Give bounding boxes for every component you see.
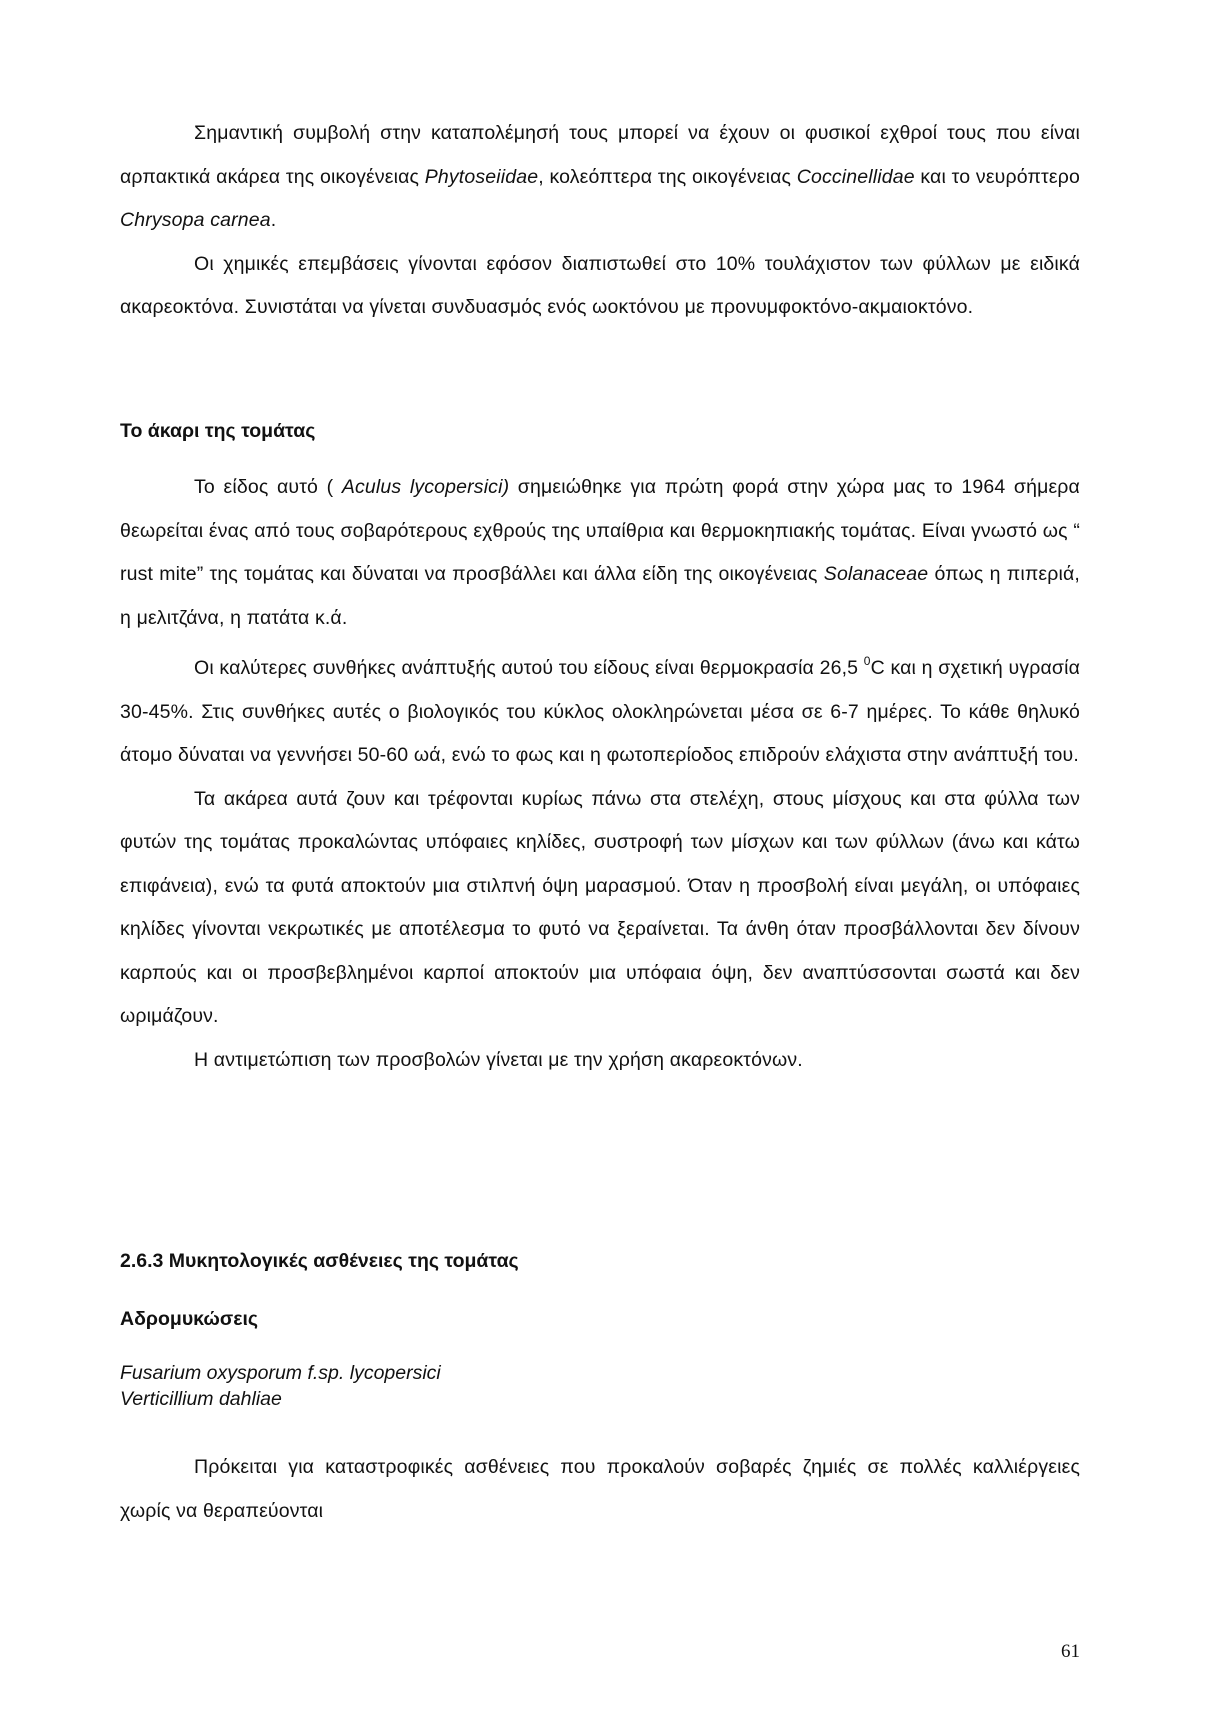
- paragraph-chemical-control: Οι χημικές επεμβάσεις γίνονται εφόσον διαπιστωθεί στο 10% τουλάχιστον των φύλλων με ειδικά ακαρεοκτόνα. Συνιστάται να γίνεται συνδυασμός ενός ωοκτόνου με προνυμφοκτόνο-ακμαιοκτόνο.: [120, 252, 1080, 318]
- italic-term: Coccinellidae: [796, 165, 915, 188]
- species-name: Verticillium dahliae: [120, 1388, 282, 1410]
- page-number: 61: [1061, 1641, 1080, 1662]
- intro-section: [120, 112, 1080, 330]
- fungal-section-body: [120, 1446, 1080, 1533]
- section-heading-tomato-mite: Το άκαρι της τομάτας: [120, 420, 316, 442]
- section-heading-fungal-diseases: 2.6.3 Μυκητολογικές ασθένειες της τομάτας: [120, 1250, 519, 1272]
- paragraph-natural-enemies: Σημαντική συμβολή στην καταπολέμησή τους μπορεί να έχουν οι φυσικοί εχθροί τους που είναι αρπακτικά ακάρεα της οικογένειας Phytoseiidae, κολεόπτερα της οικογένειας Coccinellidae και το νευρόπτερο Chrysopa carnea.: [120, 122, 1080, 231]
- tomato-mite-section: [120, 466, 1080, 1082]
- paragraph-fungal-description: Πρόκειται για καταστροφικές ασθένειες που προκαλούν σοβαρές ζημιές σε πολλές καλλιέργειες χωρίς να θεραπεύονται: [120, 1456, 1080, 1522]
- paragraph-conditions: Οι καλύτερες συνθήκες ανάπτυξής αυτού του είδους είναι θερμοκρασία 26,5 $^0$C και η σχετική υγρασία 30-45%. Στις συνθήκες αυτές ο βιολογικός του κύκλος ολοκληρώνεται μέσα σε 6-7 ημέρες. Το κάθε θηλυκό άτομο δύναται να γεννήσει 50-60 ωά, ενώ το φως και η φωτοπερίοδος επιδρούν ελάχιστα στην ανάπτυξή του.: [120, 654, 1080, 766]
- paragraph-treatment: Η αντιμετώπιση των προσβολών γίνεται με την χρήση ακαρεοκτόνων.: [194, 1048, 803, 1071]
- subheading-vascular-wilts: Αδρομυκώσεις: [120, 1308, 259, 1330]
- species-name: Fusarium oxysporum f.sp. lycopersici: [120, 1362, 441, 1384]
- italic-term: Solanaceae: [823, 563, 929, 585]
- paragraph-symptoms: Τα ακάρεα αυτά ζουν και τρέφονται κυρίως πάνω στα στελέχη, στους μίσχους και στα φύλλα των φυτών της τομάτας προκαλώντας υπόφαιες κηλίδες, συστροφή των μίσχων και των φύλλων (άνω και κάτω επιφάνεια), ενώ τα φυτά αποκτούν μια στιλπνή όψη μαρασμού. Όταν η προσβολή είναι μεγάλη, οι υπόφαιες κηλίδες γίνονται νεκρωτικές με αποτέλεσμα το φυτό να ξεραίνεται. Τα άνθη όταν προσβάλλονται δεν δίνουν καρπούς και οι προσβεβλημένοι καρποί αποκτούν μια υπόφαια όψη, δεν αναπτύσσονται σωστά και δεν ωριμάζουν.: [120, 787, 1080, 1027]
- italic-term: Phytoseiidae: [424, 165, 539, 188]
- italic-term: Chrysopa carnea: [120, 209, 271, 231]
- paragraph-species-description: Το είδος αυτό ( Aculus lycopersici) σημειώθηκε για πρώτη φορά στην χώρα μας το 1964 σήμερα θεωρείται ένας από τους σοβαρότερους εχθρούς της υπαίθρια και θερμοκηπιακής τομάτας. Είναι γνωστό ως “ rust mite” της τομάτας και δύναται να προσβάλλει και άλλα είδη της οικογένειας Solanaceae όπως η πιπεριά, η μελιτζάνα, η πατάτα κ.ά.: [120, 476, 1080, 629]
- superscript-degree: 0: [863, 654, 871, 668]
- italic-term: Aculus lycopersici): [341, 476, 510, 498]
